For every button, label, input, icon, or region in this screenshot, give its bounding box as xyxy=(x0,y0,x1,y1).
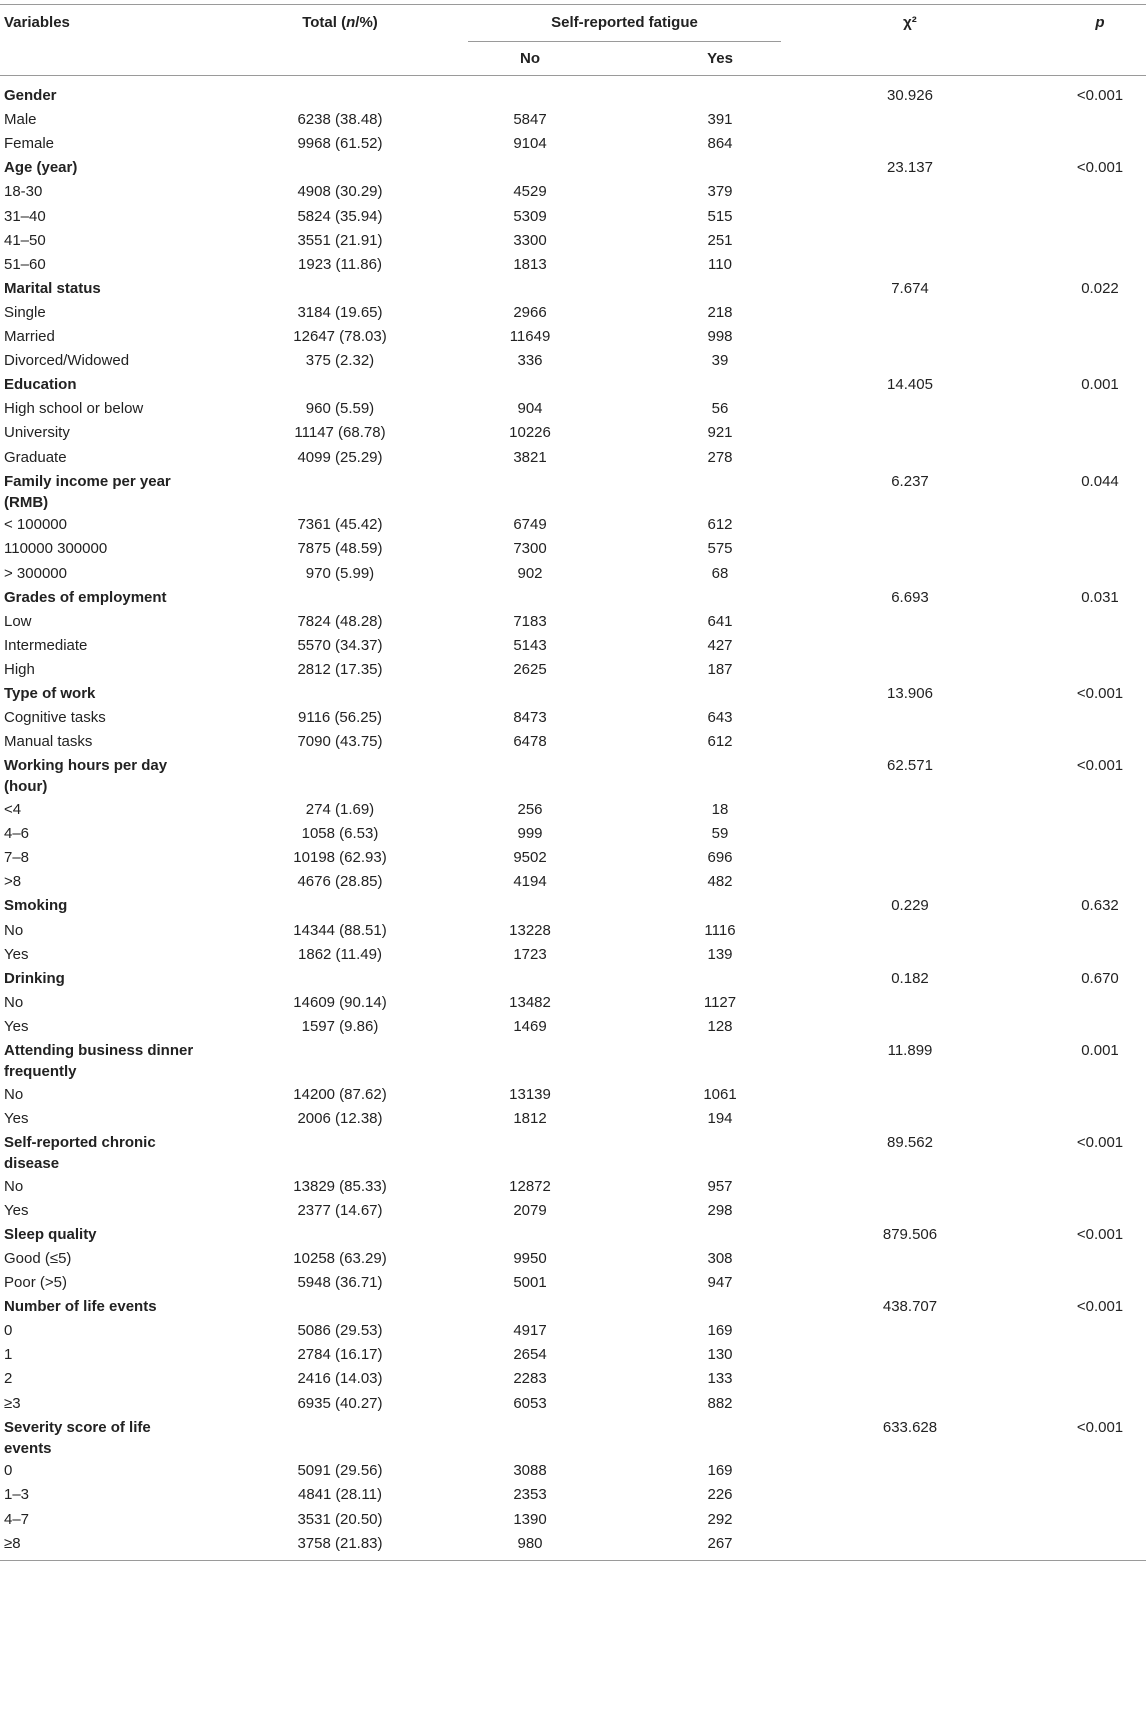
cell-total: 2812 (17.35) xyxy=(297,660,383,678)
cell-no: 3821 xyxy=(513,448,547,466)
cell-yes: 379 xyxy=(707,183,733,201)
row-label: University xyxy=(4,424,70,442)
cell-no: 2353 xyxy=(513,1486,547,1504)
row-label: Male xyxy=(4,111,37,129)
cell-no: 9950 xyxy=(513,1249,547,1267)
cell-total: 7824 (48.28) xyxy=(297,612,383,630)
cell-chi-square: 6.237 xyxy=(891,472,929,490)
cell-chi-square: 438.707 xyxy=(882,1298,938,1316)
cell-yes: 947 xyxy=(707,1274,733,1291)
cell-no: 5847 xyxy=(513,111,547,129)
cell-p-value: <0.001 xyxy=(1076,87,1124,104)
cell-total: 960 (5.59) xyxy=(305,400,375,418)
row-label: 4–7 xyxy=(4,1510,30,1528)
cell-no: 999 xyxy=(517,825,543,843)
group-label: Attending business dinner frequently xyxy=(4,1042,194,1080)
cell-no: 12872 xyxy=(509,1177,551,1195)
cell-yes: 427 xyxy=(707,636,733,654)
row-label: >8 xyxy=(4,873,22,891)
cell-p-value: 0.670 xyxy=(1081,969,1119,987)
header-self-reported-fatigue: Self-reported fatigue xyxy=(551,14,698,31)
cell-p-value: <0.001 xyxy=(1076,1298,1124,1316)
row-label: < 100000 xyxy=(4,516,67,534)
cell-total: 1058 (6.53) xyxy=(301,825,379,843)
cell-yes: 56 xyxy=(711,400,729,418)
cell-total: 4676 (28.85) xyxy=(297,873,383,891)
cell-yes: 308 xyxy=(707,1249,733,1267)
group-label: Self-reported chronic disease xyxy=(4,1133,156,1172)
cell-total: 3758 (21.83) xyxy=(297,1534,383,1552)
cell-total: 3184 (19.65) xyxy=(297,303,383,321)
cell-chi-square: 6.693 xyxy=(891,588,929,606)
cell-p-value: 0.001 xyxy=(1081,1042,1119,1059)
cell-total: 4099 (25.29) xyxy=(297,448,383,466)
cell-p-value: <0.001 xyxy=(1076,1418,1124,1436)
cell-total: 1923 (11.86) xyxy=(298,255,382,273)
cell-total: 5570 (34.37) xyxy=(297,636,383,654)
cell-no: 4529 xyxy=(513,183,547,201)
cell-chi-square: 14.405 xyxy=(887,376,933,394)
group-label: Type of work xyxy=(4,685,96,702)
cell-yes: 298 xyxy=(707,1201,733,1219)
cell-total: 274 (1.69) xyxy=(305,801,375,818)
cell-no: 6478 xyxy=(513,733,547,751)
cell-yes: 39 xyxy=(711,352,729,370)
row-label: Poor (>5) xyxy=(4,1274,67,1291)
group-label: Number of life events xyxy=(4,1298,157,1316)
row-label: 4–6 xyxy=(4,825,30,843)
cell-total: 4908 (30.29) xyxy=(297,183,383,201)
cell-no: 1469 xyxy=(513,1017,547,1035)
table-top-rule xyxy=(0,4,1146,5)
cell-total: 12647 (78.03) xyxy=(293,328,387,345)
row-label: Married xyxy=(4,328,55,345)
row-label: Divorced/Widowed xyxy=(4,352,130,370)
cell-no: 2625 xyxy=(513,660,547,678)
cell-no: 6749 xyxy=(513,516,547,534)
cell-yes: 957 xyxy=(707,1177,733,1195)
cell-yes: 169 xyxy=(707,1322,733,1340)
cell-total: 14200 (87.62) xyxy=(293,1085,387,1103)
cell-no: 336 xyxy=(517,352,543,370)
row-label: 7–8 xyxy=(4,849,30,867)
cell-total: 375 (2.32) xyxy=(305,352,375,370)
cell-p-value: 0.044 xyxy=(1081,472,1119,490)
cell-total: 1862 (11.49) xyxy=(298,945,382,963)
cell-p-value: <0.001 xyxy=(1076,685,1124,702)
cell-yes: 391 xyxy=(707,111,733,129)
cell-yes: 187 xyxy=(707,660,733,678)
cell-total: 2416 (14.03) xyxy=(297,1370,383,1388)
row-label: 51–60 xyxy=(4,255,46,273)
group-label: Gender xyxy=(4,87,57,104)
cell-total: 5948 (36.71) xyxy=(297,1274,383,1291)
cell-total: 6935 (40.27) xyxy=(297,1394,383,1412)
cell-p-value: 0.031 xyxy=(1081,588,1119,606)
group-label: Smoking xyxy=(4,897,68,915)
row-label: 1 xyxy=(4,1346,13,1364)
cell-no: 3088 xyxy=(513,1462,547,1480)
row-label: 0 xyxy=(4,1462,13,1480)
row-label: Female xyxy=(4,135,55,153)
cell-total: 11147 (68.78) xyxy=(294,424,386,442)
cell-no: 6053 xyxy=(513,1394,547,1412)
cell-no: 1812 xyxy=(513,1109,547,1127)
cell-total: 5091 (29.56) xyxy=(297,1462,383,1480)
cell-no: 256 xyxy=(517,801,543,818)
table-bottom-rule xyxy=(0,1560,1146,1561)
cell-yes: 1061 xyxy=(703,1085,737,1103)
cell-total: 7875 (48.59) xyxy=(297,540,383,558)
cell-chi-square: 13.906 xyxy=(887,685,933,702)
cell-yes: 169 xyxy=(707,1462,733,1480)
cell-no: 5143 xyxy=(513,636,547,654)
cell-total: 14609 (90.14) xyxy=(293,993,387,1011)
cell-no: 4194 xyxy=(513,873,547,891)
cell-yes: 18 xyxy=(711,801,729,818)
cell-yes: 612 xyxy=(707,733,733,751)
cell-total: 2006 (12.38) xyxy=(297,1109,383,1127)
cell-total: 3531 (20.50) xyxy=(297,1510,383,1528)
cell-yes: 1127 xyxy=(703,993,737,1011)
cell-no: 2079 xyxy=(513,1201,547,1219)
cell-total: 10258 (63.29) xyxy=(293,1249,387,1267)
cell-total: 5086 (29.53) xyxy=(297,1322,383,1340)
cell-no: 2283 xyxy=(513,1370,547,1388)
cell-chi-square: 7.674 xyxy=(891,279,929,297)
group-label: Education xyxy=(4,376,77,394)
cell-no: 5001 xyxy=(513,1274,547,1291)
row-label: Manual tasks xyxy=(4,733,93,751)
header-yes: Yes xyxy=(707,50,733,67)
row-label: Yes xyxy=(4,1017,29,1035)
row-label: Low xyxy=(4,612,32,630)
cell-p-value: <0.001 xyxy=(1076,1225,1124,1243)
group-label: Sleep quality xyxy=(4,1225,97,1243)
row-label: ≥3 xyxy=(4,1394,21,1412)
row-label: <4 xyxy=(4,801,22,818)
row-label: > 300000 xyxy=(4,564,67,582)
row-label: Yes xyxy=(4,945,29,963)
group-label: Drinking xyxy=(4,969,65,987)
cell-yes: 110 xyxy=(708,255,732,273)
cell-chi-square: 0.182 xyxy=(891,969,929,987)
cell-chi-square: 633.628 xyxy=(882,1418,938,1436)
cell-yes: 278 xyxy=(707,448,733,466)
cell-yes: 575 xyxy=(707,540,733,558)
cell-no: 3300 xyxy=(513,231,547,249)
cell-p-value: <0.001 xyxy=(1076,159,1124,177)
cell-yes: 267 xyxy=(707,1534,733,1552)
cell-yes: 921 xyxy=(707,424,733,442)
cell-yes: 696 xyxy=(707,849,733,867)
row-label: 18-30 xyxy=(4,183,43,201)
cell-no: 7183 xyxy=(513,612,547,630)
row-label: 110000 300000 xyxy=(4,540,108,558)
header-variables: Variables xyxy=(4,14,70,31)
cell-chi-square: 879.506 xyxy=(882,1225,938,1243)
row-label: No xyxy=(4,1085,24,1103)
cell-no: 1390 xyxy=(513,1510,547,1528)
cell-no: 1813 xyxy=(513,255,547,273)
row-label: Yes xyxy=(4,1201,29,1219)
cell-total: 1597 (9.86) xyxy=(301,1017,379,1035)
header-p: p xyxy=(1095,14,1105,31)
cell-no: 11649 xyxy=(509,328,551,345)
cell-chi-square: 62.571 xyxy=(887,757,933,775)
cell-no: 7300 xyxy=(513,540,547,558)
cell-yes: 864 xyxy=(707,135,733,153)
header-total: Total (n/%) xyxy=(302,14,378,31)
cell-total: 2377 (14.67) xyxy=(297,1201,383,1219)
cell-yes: 133 xyxy=(707,1370,733,1388)
row-label: 31–40 xyxy=(4,207,46,225)
cell-p-value: <0.001 xyxy=(1076,1133,1124,1151)
cell-total: 2784 (16.17) xyxy=(297,1346,383,1364)
header-chi-square: χ² xyxy=(903,14,917,31)
row-label: 1–3 xyxy=(4,1486,30,1504)
group-label: Marital status xyxy=(4,279,101,297)
cell-total: 7090 (43.75) xyxy=(297,733,383,751)
cell-yes: 68 xyxy=(711,564,729,582)
row-label: High school or below xyxy=(4,400,144,418)
group-label: Grades of employment xyxy=(4,588,167,606)
cell-no: 13139 xyxy=(509,1085,551,1103)
row-label: Cognitive tasks xyxy=(4,709,106,727)
cell-p-value: <0.001 xyxy=(1076,757,1124,775)
cell-chi-square: 0.229 xyxy=(891,897,929,915)
cell-yes: 515 xyxy=(707,207,733,225)
group-label: Age (year) xyxy=(4,159,78,177)
row-label: 2 xyxy=(4,1370,13,1388)
cell-chi-square: 89.562 xyxy=(887,1133,933,1151)
cell-yes: 218 xyxy=(707,303,733,321)
row-label: Graduate xyxy=(4,448,67,466)
cell-p-value: 0.632 xyxy=(1081,897,1119,915)
group-label: Family income per year (RMB) xyxy=(4,472,171,511)
cell-chi-square: 30.926 xyxy=(887,87,933,104)
cell-no: 4917 xyxy=(513,1322,547,1340)
cell-total: 5824 (35.94) xyxy=(297,207,383,225)
cell-no: 5309 xyxy=(513,207,547,225)
group-label: Severity score of life events xyxy=(4,1418,151,1457)
row-label: Yes xyxy=(4,1109,29,1127)
row-label: ≥8 xyxy=(4,1534,21,1552)
header-fatigue-rule xyxy=(468,41,781,42)
cell-yes: 59 xyxy=(711,825,729,843)
row-label: 0 xyxy=(4,1322,13,1340)
cell-no: 9104 xyxy=(513,135,547,153)
cell-yes: 998 xyxy=(707,328,733,345)
cell-yes: 128 xyxy=(707,1017,733,1035)
cell-no: 904 xyxy=(517,400,543,418)
row-label: No xyxy=(4,1177,24,1195)
cell-yes: 612 xyxy=(707,516,733,534)
cell-total: 3551 (21.91) xyxy=(297,231,383,249)
cell-p-value: 0.001 xyxy=(1081,376,1119,394)
row-label: No xyxy=(4,921,24,939)
cell-no: 10226 xyxy=(509,424,551,442)
cell-yes: 130 xyxy=(707,1346,733,1364)
header-no: No xyxy=(520,50,540,67)
header-bottom-rule xyxy=(0,75,1146,76)
cell-p-value: 0.022 xyxy=(1081,279,1119,297)
cell-total: 13829 (85.33) xyxy=(293,1177,387,1195)
cell-total: 14344 (88.51) xyxy=(293,921,387,939)
cell-no: 1723 xyxy=(513,945,547,963)
cell-no: 980 xyxy=(517,1534,543,1552)
cell-total: 7361 (45.42) xyxy=(297,516,383,534)
cell-no: 2654 xyxy=(513,1346,547,1364)
cell-yes: 226 xyxy=(707,1486,733,1504)
cell-total: 6238 (38.48) xyxy=(297,111,383,129)
cell-yes: 194 xyxy=(707,1109,733,1127)
cell-yes: 882 xyxy=(707,1394,733,1412)
cell-yes: 643 xyxy=(707,709,733,727)
cell-total: 9116 (56.25) xyxy=(298,709,382,727)
cell-yes: 482 xyxy=(707,873,733,891)
cell-chi-square: 23.137 xyxy=(887,159,933,177)
cell-total: 4841 (28.11) xyxy=(298,1486,382,1504)
cell-yes: 641 xyxy=(707,612,733,630)
row-label: Single xyxy=(4,303,46,321)
cell-no: 13228 xyxy=(509,921,551,939)
cell-no: 13482 xyxy=(509,993,551,1011)
row-label: Good (≤5) xyxy=(4,1249,72,1267)
cell-yes: 139 xyxy=(707,945,733,963)
cell-total: 9968 (61.52) xyxy=(297,135,383,153)
group-label: Working hours per day (hour) xyxy=(4,757,168,796)
row-label: High xyxy=(4,660,35,678)
cell-no: 902 xyxy=(517,564,543,582)
cell-no: 8473 xyxy=(513,709,547,727)
cell-total: 10198 (62.93) xyxy=(293,849,387,867)
cell-total: 970 (5.99) xyxy=(305,564,375,582)
cell-chi-square: 11.899 xyxy=(887,1042,933,1059)
cell-no: 9502 xyxy=(513,849,547,867)
cell-no: 2966 xyxy=(513,303,547,321)
cell-yes: 251 xyxy=(707,231,733,249)
cell-yes: 1116 xyxy=(704,921,736,939)
row-label: 41–50 xyxy=(4,231,46,249)
row-label: Intermediate xyxy=(4,636,88,654)
cell-yes: 292 xyxy=(707,1510,733,1528)
row-label: No xyxy=(4,993,24,1011)
